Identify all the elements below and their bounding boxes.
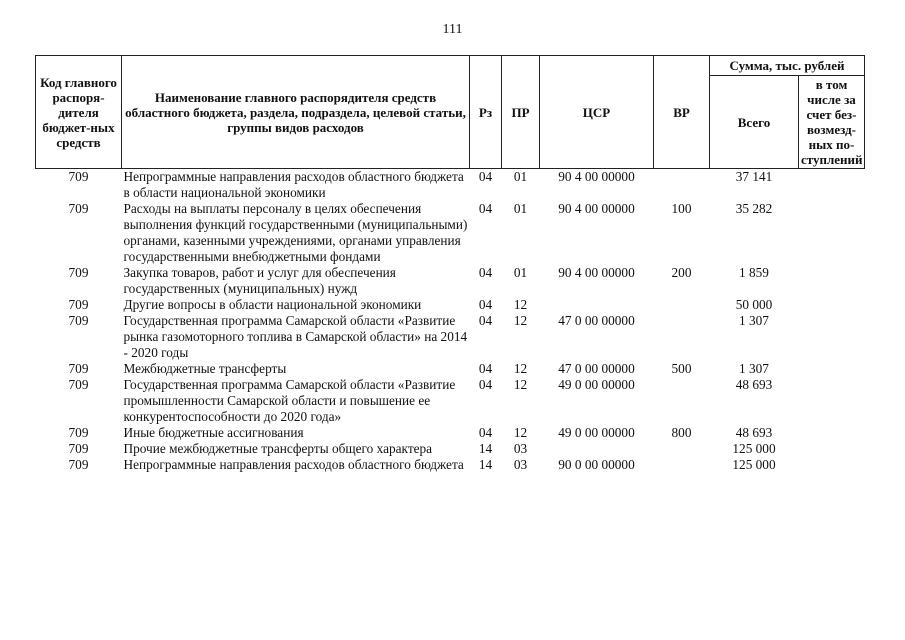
cell-rz: 04 — [478, 201, 493, 216]
cell-name: Государственная программа Самарской области «Развитие промышленности Самарской области и повышение ее конкурентоспособности до 2020 года» — [123, 377, 456, 424]
cell-total: 125 000 — [732, 441, 776, 456]
cell-code: 709 — [68, 457, 89, 472]
cell-name: Иные бюджетные ассигнования — [123, 425, 304, 440]
cell-vr — [654, 297, 710, 313]
cell-vr — [654, 441, 710, 457]
cell-free — [799, 441, 865, 457]
cell-rz: 14 — [478, 441, 493, 456]
cell-name: Другие вопросы в области национальной экономики — [123, 297, 422, 312]
table-row — [36, 425, 865, 441]
cell-code: 709 — [68, 361, 89, 376]
cell-total: 35 282 — [735, 201, 773, 216]
cell-free — [799, 297, 865, 313]
cell-csr: 90 4 00 00000 — [558, 265, 635, 280]
header-total: Всего — [710, 76, 799, 169]
cell-rz: 04 — [478, 425, 493, 440]
cell-code: 709 — [68, 313, 89, 328]
cell-name: Межбюджетные трансферты — [123, 361, 287, 376]
cell-rz: 04 — [478, 313, 493, 328]
cell-total: 1 859 — [739, 265, 769, 280]
cell-pr: 01 — [513, 169, 528, 184]
cell-vr — [654, 457, 710, 473]
cell-free — [799, 265, 865, 297]
cell-rz: 04 — [478, 297, 493, 312]
cell-code: 709 — [68, 441, 89, 456]
cell-pr: 01 — [513, 265, 528, 280]
cell-total: 50 000 — [735, 297, 773, 312]
header-rz: Рз — [470, 56, 502, 169]
header-pr: ПР — [502, 56, 540, 169]
header-code: Код главного распоря-дителя бюджет-ных средств — [36, 56, 122, 169]
table-row — [36, 313, 865, 361]
cell-pr: 01 — [513, 201, 528, 216]
cell-free — [799, 313, 865, 361]
table-row — [36, 457, 865, 473]
cell-pr: 03 — [513, 457, 528, 472]
cell-csr: 49 0 00 00000 — [558, 377, 635, 392]
cell-free — [799, 377, 865, 425]
table-row — [36, 265, 865, 297]
cell-csr — [540, 297, 654, 313]
cell-pr: 12 — [513, 313, 528, 328]
cell-code: 709 — [68, 297, 89, 312]
cell-vr: 800 — [671, 425, 692, 440]
cell-free — [799, 457, 865, 473]
cell-csr: 49 0 00 00000 — [558, 425, 635, 440]
cell-free — [799, 361, 865, 377]
table-row — [36, 441, 865, 457]
cell-total: 1 307 — [739, 313, 769, 328]
cell-free — [799, 425, 865, 441]
table-row — [36, 297, 865, 313]
cell-vr — [654, 313, 710, 361]
cell-vr: 200 — [671, 265, 692, 280]
cell-vr: 500 — [671, 361, 692, 376]
cell-csr: 47 0 00 00000 — [558, 361, 635, 376]
cell-rz: 04 — [478, 265, 493, 280]
cell-name: Государственная программа Самарской области «Развитие рынка газомоторного топлива в Самарской области» на 2014 - 2020 годы — [123, 313, 468, 360]
cell-csr: 90 4 00 00000 — [558, 201, 635, 216]
header-sum: Сумма, тыс. рублей — [710, 56, 865, 76]
header-csr: ЦСР — [540, 56, 654, 169]
cell-code: 709 — [68, 377, 89, 392]
cell-csr: 90 4 00 00000 — [558, 169, 635, 184]
cell-csr: 90 0 00 00000 — [558, 457, 635, 472]
cell-name: Непрограммные направления расходов областного бюджета в области национальной экономики — [123, 169, 464, 200]
cell-pr: 12 — [513, 377, 528, 392]
cell-csr — [540, 441, 654, 457]
cell-rz: 04 — [478, 361, 493, 376]
cell-vr — [654, 377, 710, 425]
cell-total: 125 000 — [732, 457, 776, 472]
cell-name: Прочие межбюджетные трансферты общего характера — [123, 441, 433, 456]
cell-total: 48 693 — [735, 377, 773, 392]
cell-pr: 12 — [513, 297, 528, 312]
table-row — [36, 377, 865, 425]
table-row — [36, 169, 865, 202]
cell-csr: 47 0 00 00000 — [558, 313, 635, 328]
cell-name: Непрограммные направления расходов областного бюджета — [123, 457, 464, 472]
cell-name: Расходы на выплаты персоналу в целях обеспечения выполнения функций государственными (муниципальными) органами, казенными учреждениями, органами управления государственными внебюджетными фондами — [123, 201, 468, 264]
cell-code: 709 — [68, 425, 89, 440]
cell-total: 37 141 — [735, 169, 773, 184]
cell-pr: 12 — [513, 425, 528, 440]
budget-table — [35, 55, 865, 473]
cell-free — [799, 169, 865, 202]
cell-total: 1 307 — [739, 361, 769, 376]
page-number: 111 — [442, 22, 463, 37]
header-name: Наименование главного распорядителя средств областного бюджета, раздела, подраздела, целевой статьи, группы видов расходов — [122, 56, 470, 169]
cell-rz: 04 — [478, 169, 493, 184]
cell-rz: 04 — [478, 377, 493, 392]
cell-code: 709 — [68, 201, 89, 216]
cell-rz: 14 — [478, 457, 493, 472]
cell-name: Закупка товаров, работ и услуг для обеспечения государственных (муниципальных) нужд — [123, 265, 396, 296]
header-vr: ВР — [654, 56, 710, 169]
cell-vr — [654, 169, 710, 202]
cell-pr: 12 — [513, 361, 528, 376]
table-row — [36, 361, 865, 377]
cell-vr: 100 — [671, 201, 692, 216]
header-free: в том числе за счет без-возмезд-ных по-ступлений — [799, 76, 865, 169]
cell-total: 48 693 — [735, 425, 773, 440]
cell-code: 709 — [68, 265, 89, 280]
table-row — [36, 201, 865, 265]
cell-free — [799, 201, 865, 265]
cell-code: 709 — [68, 169, 89, 184]
cell-pr: 03 — [513, 441, 528, 456]
